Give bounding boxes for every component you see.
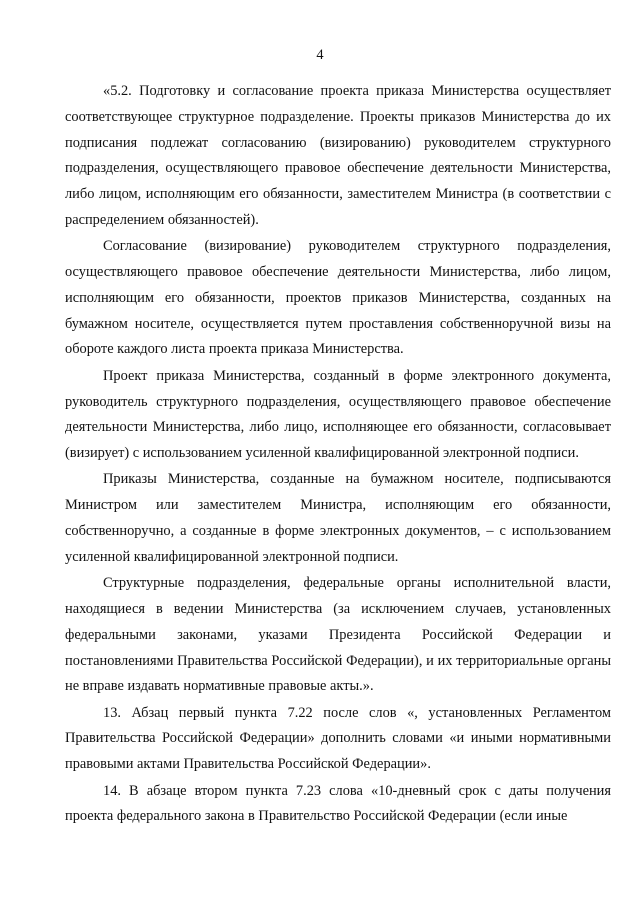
paragraph-5-2-intro: «5.2. Подготовку и согласование проекта приказа Министерства осуществляет соответствующее структурное подразделение. Проекты приказов Министерства до их подписания подлежат согласованию (визированию) руководителем структурного подразделения, осуществляющего правовое обеспечение деятельности Министерства, либо лицом, исполняющим его обязанности, заместителем Министра (в соответствии с распределением обязанностей). [65,83,611,228]
paragraph-signing: Приказы Министерства, созданные на бумажном носителе, подписываются Министром или заместителем Министра, исполняющим его обязанности, собственноручно, а созданные в форме электронных документов, – с использованием усиленной квалифицированной электронной подписи. [65,471,611,565]
paragraph-approval-electronic: Проект приказа Министерства, созданный в форме электронного документа, руководитель структурного подразделения, осуществляющего правовое обеспечение деятельности Министерства, либо лицо, исполняющее его обязанности, согласовывает (визирует) с использованием усиленной квалифицированной электронной подписи. [65,367,611,462]
page-number: 4 [316,47,324,63]
paragraph-approval-paper: Согласование (визирование) руководителем структурного подразделения, осуществляющего правовое обеспечение деятельности Министерства, либо лицом, исполняющим его обязанности, проектов приказов Министерства, созданных на бумажном носителе, осуществляется путем проставления собственноручной визы на обороте каждого листа проекта приказа Министерства. [65,238,611,358]
document-body [65,79,611,830]
paragraph-item-13: 13. Абзац первый пункта 7.22 после слов «, установленных Регламентом Правительства Российской Федерации» дополнить словами «и иными нормативными правовыми актами Правительства Российской Федерации». [65,704,611,773]
paragraph-restriction: Структурные подразделения, федеральные органы исполнительной власти, находящиеся в ведении Министерства (за исключением случаев, установленных федеральными законами, указами Президента Российской Федерации и постановлениями Правительства Российской Федерации), и их территориальные органы не вправе издавать нормативные правовые акты.». [65,575,611,695]
paragraph-item-14: 14. В абзаце втором пункта 7.23 слова «10-дневный срок с даты получения проекта федерального закона в Правительство Российской Федерации (если иные [65,782,611,825]
